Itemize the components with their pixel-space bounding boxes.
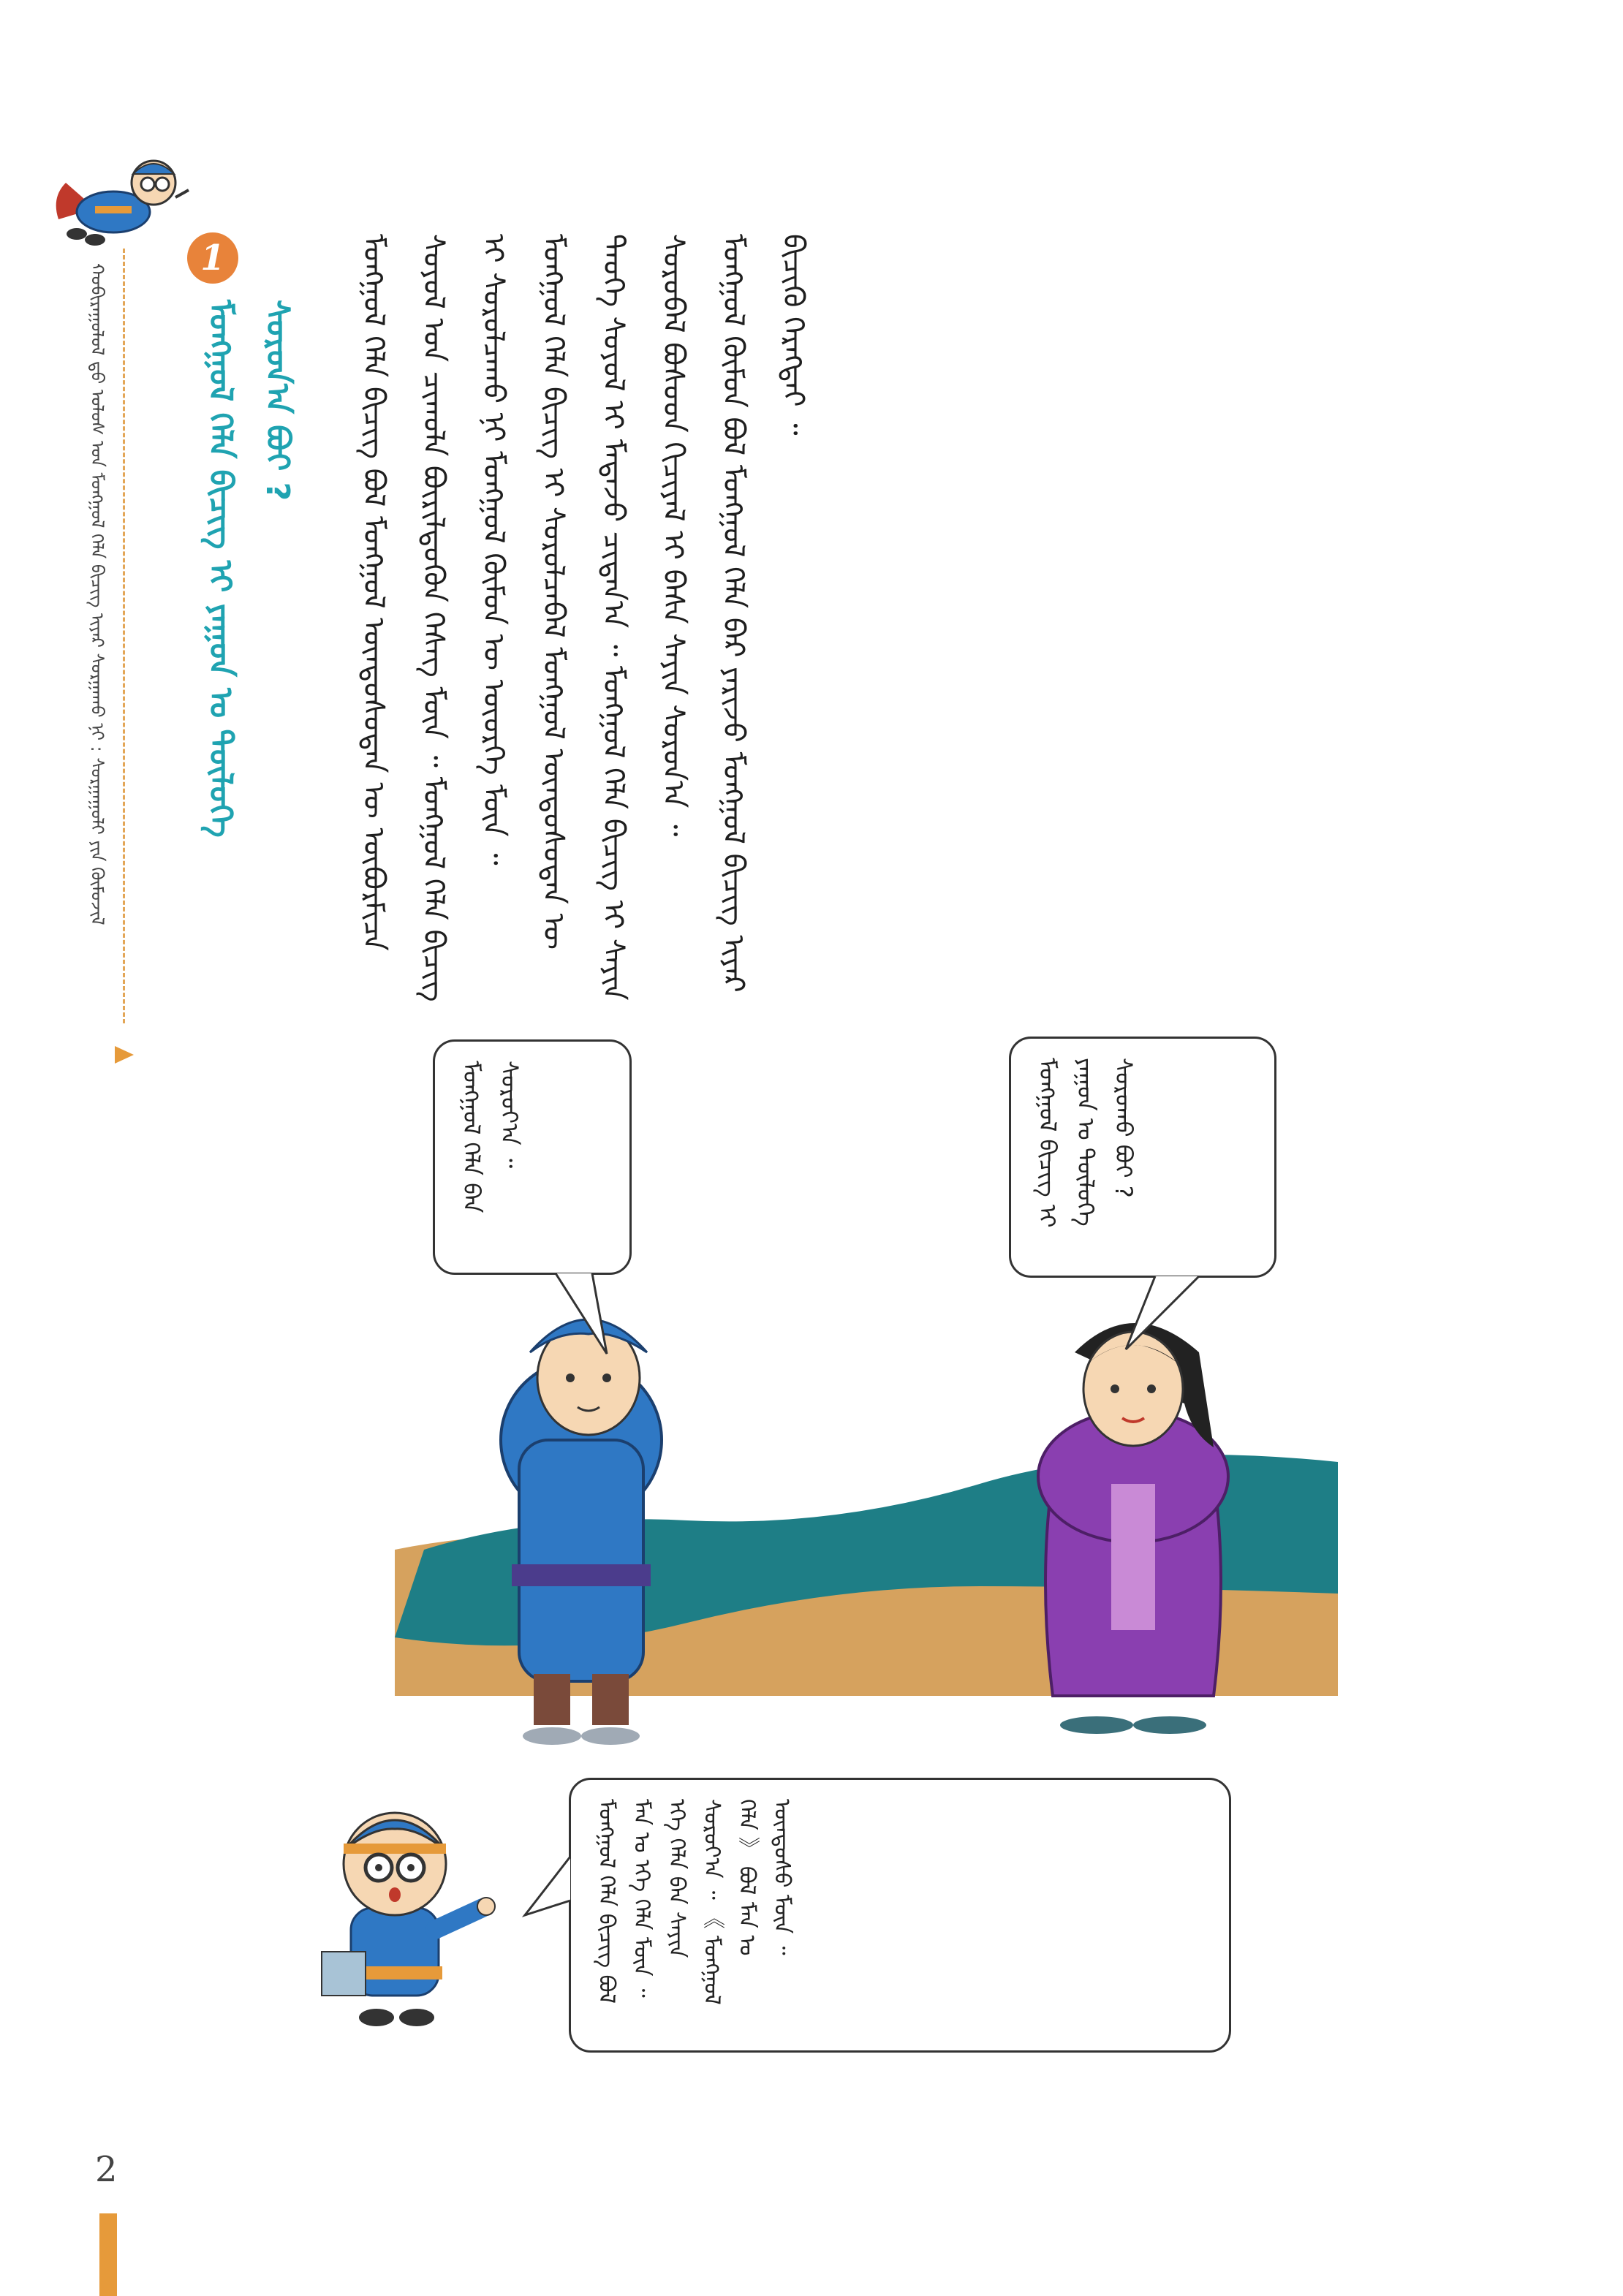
woman-speech-bubble <box>1009 1037 1276 1278</box>
woman-speech-text: ᠮᠣᠩᠭᠣᠯ ᠪᠢᠴᠢᠭ᠌ ᠢ ᠶᠠᠭᠤᠨ ᠤ ᠲᠥᠯᠥᠭᠡ ᠰᠤᠷᠤᠬᠤ ᠪᠤᠢ ? <box>1034 1058 1138 1228</box>
lesson-number-badge: 1 <box>187 232 238 284</box>
woman-bubble-tail <box>1126 1276 1214 1357</box>
lesson-title: ᠮᠣᠩᠭᠣᠯ ᠬᠡᠯᠡ ᠪᠢᠴᠢᠭ᠌ ᠢ ᠶᠠᠭᠤᠨ ᠤ ᠲᠥᠯᠥᠭᠡ ᠰᠤᠷᠤᠨ᠎ᠠ ᠪᠤᠢ ? <box>202 300 296 838</box>
man-speech-bubble <box>433 1039 632 1275</box>
body-paragraph: ᠮᠣᠩᠭᠣᠯ ᠬᠦᠮᠦᠨ ᠪᠣᠯ ᠮᠣᠩᠭᠣᠯ ᠬᠡᠯᠡ ᠪᠡᠷ ᠶᠠᠷᠢᠵᠤ ᠮᠣᠩᠭᠣᠯ ᠪᠢᠴᠢᠭ᠌ ᠢᠶᠡᠷ ᠪᠢᠴᠢᠬᠦ ᠬᠡᠷᠡᠭᠲᠡᠶ ᠃ <box>716 234 810 993</box>
header-dashed-divider <box>123 249 125 1023</box>
body-paragraph: ᠮᠣᠩᠭᠣᠯ ᠬᠡᠯᠡ ᠪᠢᠴᠢᠭ᠌ ᠪᠣᠯ ᠮᠣᠩᠭᠣᠯ ᠦᠨᠳᠦᠰᠦᠲᠡᠨ ᠦ ᠦᠪᠦᠷᠮᠢᠴᠡ ᠰᠣᠶᠣᠯ ᠤᠨ ᠴᠢᠬᠤᠯᠠ ᠪᠦᠷᠢᠯᠳᠦᠬᠦᠨ ᠬᠡᠰᠡᠭ ᠮᠥᠨ ᠃ ᠮᠣᠩᠭᠣᠯ ᠬᠡᠯᠡ ᠪᠢᠴᠢᠭ᠌ ᠢ ᠰᠤᠷᠤᠯᠴᠠᠬᠤ ᠨᠢ ᠮᠣᠩᠭᠣᠯ ᠬᠦᠮᠦᠨ ᠦ ᠦᠦᠷᠭᠡ ᠮᠥᠨ ᠃ <box>357 234 510 1002</box>
body-text <box>344 234 1360 1009</box>
body-paragraph: ᠮᠣᠩᠭᠣᠯ ᠬᠡᠯᠡ ᠪᠢᠴᠢᠭ᠌ ᠢ ᠰᠤᠷᠤᠯᠴᠠᠪᠠᠯ ᠮᠣᠩᠭᠣᠯ ᠦᠨᠳᠦᠰᠦᠲᠡᠨ ᠦ ᠲᠡᠦᠬᠡ ᠰᠣᠶᠣᠯ ᠢ ᠮᠡᠳᠡᠵᠦ ᠴᠢᠳᠠᠨ᠎ᠠ ᠃ ᠮᠣᠩᠭᠣᠯ ᠬᠡᠯᠡ ᠪᠢᠴᠢᠭ᠌ ᠢ ᠰᠠᠶᠢᠨ ᠰᠤᠷᠤᠪᠠᠯ ᠪᠤᠰᠤᠳ ᠬᠢᠴᠢᠶᠡᠯ ᠢ ᠪᠠᠰᠠ ᠰᠠᠶᠢᠨ ᠰᠤᠷᠤᠨ᠎ᠠ ᠃ <box>537 234 690 1001</box>
boy-bubble-tail <box>525 1857 576 1930</box>
page-edge-tab <box>99 2213 117 2296</box>
pointing-boy-mascot-icon <box>307 1784 497 2032</box>
running-header <box>73 263 117 980</box>
page-number: 2 <box>95 2149 118 2190</box>
header-arrow-icon <box>115 1046 134 1064</box>
boy-speech-text: ᠮᠣᠩᠭᠣᠯ ᠬᠡᠯᠡ ᠪᠢᠴᠢᠭ᠌ ᠪᠣᠯ ᠮᠠᠨ ᠤ ᠡᠬᠡ ᠬᠡᠯᠡ ᠮᠥᠨ ᠃ ᠡᠬᠡ ᠬᠡᠯᠡ ᠪᠡᠨ ᠰᠠᠶᠢᠨ ᠰᠤᠷᠤᠶ᠎ᠠ ᠃ 《 ᠮᠣᠩᠭᠣᠯ ᠬᠡᠯᠡ 》 ᠪᠣᠯ ᠮᠠᠨ ᠤ ᠦᠨᠳᠦᠰᠦ ᠮᠥᠨ ᠃ <box>594 1799 795 2005</box>
man-speech-text: ᠮᠣᠩᠭᠣᠯ ᠬᠡᠯᠡ ᠪᠡᠨ ᠰᠤᠷᠤᠶ᠎ᠠ ᠃ <box>458 1061 523 1213</box>
running-header-text: ᠬᠤᠪᠢᠷᠠᠭᠤᠯᠤᠯ ᠳ᠋ᠤ ᠤᠯᠤᠰ ᠤᠨ ᠮᠣᠩᠭᠣᠯ ᠬᠡᠯᠡ ᠪᠢᠴᠢᠭ᠌ ᠢᠶᠡᠷ ᠰᠤᠷᠭᠠᠬᠤ ᠨᠢ : ᠰᠤᠷᠭᠠᠭᠤᠯᠢ ᠶᠢᠨ ᠬᠥᠮᠦᠵᠢᠯ <box>87 263 107 925</box>
flying-boy-mascot-icon <box>44 139 190 263</box>
boy-speech-bubble <box>569 1778 1231 2053</box>
man-bubble-tail <box>556 1273 614 1361</box>
woman-in-purple-deel-illustration <box>1038 1323 1228 1734</box>
